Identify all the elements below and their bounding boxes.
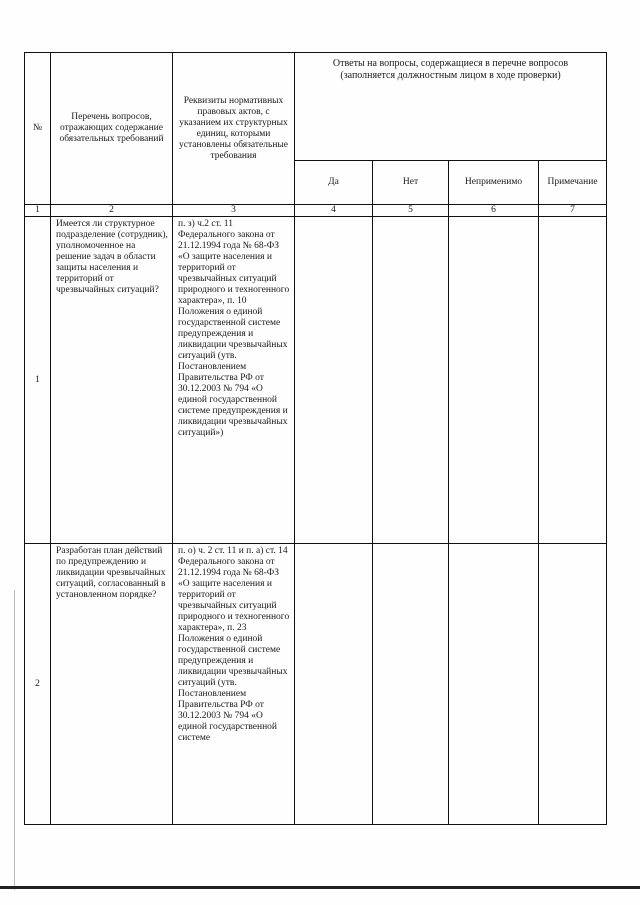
answer-no-cell[interactable] xyxy=(373,217,449,544)
column-number-6: 6 xyxy=(449,205,539,217)
row-requisites: п. о) ч. 2 ст. 11 и п. а) ст. 14 Федерального закона от 21.12.1994 года № 68-ФЗ «О защите населения и территорий от чрезвычайных ситуаций природного и техногенного характера», п. 23 Положения о единой государственной системе предупреждения и ликвидации чрезвычайных ситуаций (утв. Постановлением Правительства РФ от 30.12.2003 № 794 «О единой государственной системе xyxy=(173,544,295,825)
header-no: Нет xyxy=(373,161,449,205)
page-bottom-edge xyxy=(0,886,640,889)
table-row xyxy=(25,217,607,544)
header-requisites: Реквизиты нормативных правовых актов, с указанием их структурных единиц, которыми установлены обязательные требования xyxy=(173,53,295,205)
row-question: Разработан план действий по предупреждению и ликвидации чрезвычайных ситуаций, согласованный в установленном порядке? xyxy=(51,544,173,825)
header-note: Примечание xyxy=(539,161,607,205)
row-number: 1 xyxy=(25,217,51,544)
answer-no-cell[interactable] xyxy=(373,544,449,825)
header-questions: Перечень вопросов, отражающих содержание обязательных требований xyxy=(51,53,173,205)
column-number-7: 7 xyxy=(539,205,607,217)
answer-not-applicable-cell[interactable] xyxy=(449,217,539,544)
checklist-table xyxy=(24,52,607,825)
column-number-5: 5 xyxy=(373,205,449,217)
row-number: 2 xyxy=(25,544,51,825)
answer-yes-cell[interactable] xyxy=(295,217,373,544)
header-answers-group: Ответы на вопросы, содержащиеся в перечне вопросов (заполняется должностным лицом в ходе проверки) xyxy=(295,53,607,161)
page-margin-line xyxy=(14,590,15,890)
answer-yes-cell[interactable] xyxy=(295,544,373,825)
answer-not-applicable-cell[interactable] xyxy=(449,544,539,825)
column-number-2: 2 xyxy=(51,205,173,217)
answer-note-cell[interactable] xyxy=(539,217,607,544)
column-number-3: 3 xyxy=(173,205,295,217)
column-number-4: 4 xyxy=(295,205,373,217)
header-number: № xyxy=(25,53,51,205)
header-not-applicable: Неприменимо xyxy=(449,161,539,205)
header-yes: Да xyxy=(295,161,373,205)
row-question: Имеется ли структурное подразделение (сотрудник), уполномоченное на решение задач в области защиты населения и территорий от чрезвычайных ситуаций? xyxy=(51,217,173,544)
answer-note-cell[interactable] xyxy=(539,544,607,825)
table-row xyxy=(25,544,607,825)
row-requisites: п. з) ч.2 ст. 11 Федерального закона от 21.12.1994 года № 68-ФЗ «О защите населения и территорий от чрезвычайных ситуаций природного и техногенного характера», п. 10 Положения о единой государственной системе предупреждения и ликвидации чрезвычайных ситуаций (утв. Постановлением Правительства РФ от 30.12.2003 № 794 «О единой государственной системе предупреждения и ликвидации чрезвычайных ситуаций») xyxy=(173,217,295,544)
column-number-1: 1 xyxy=(25,205,51,217)
